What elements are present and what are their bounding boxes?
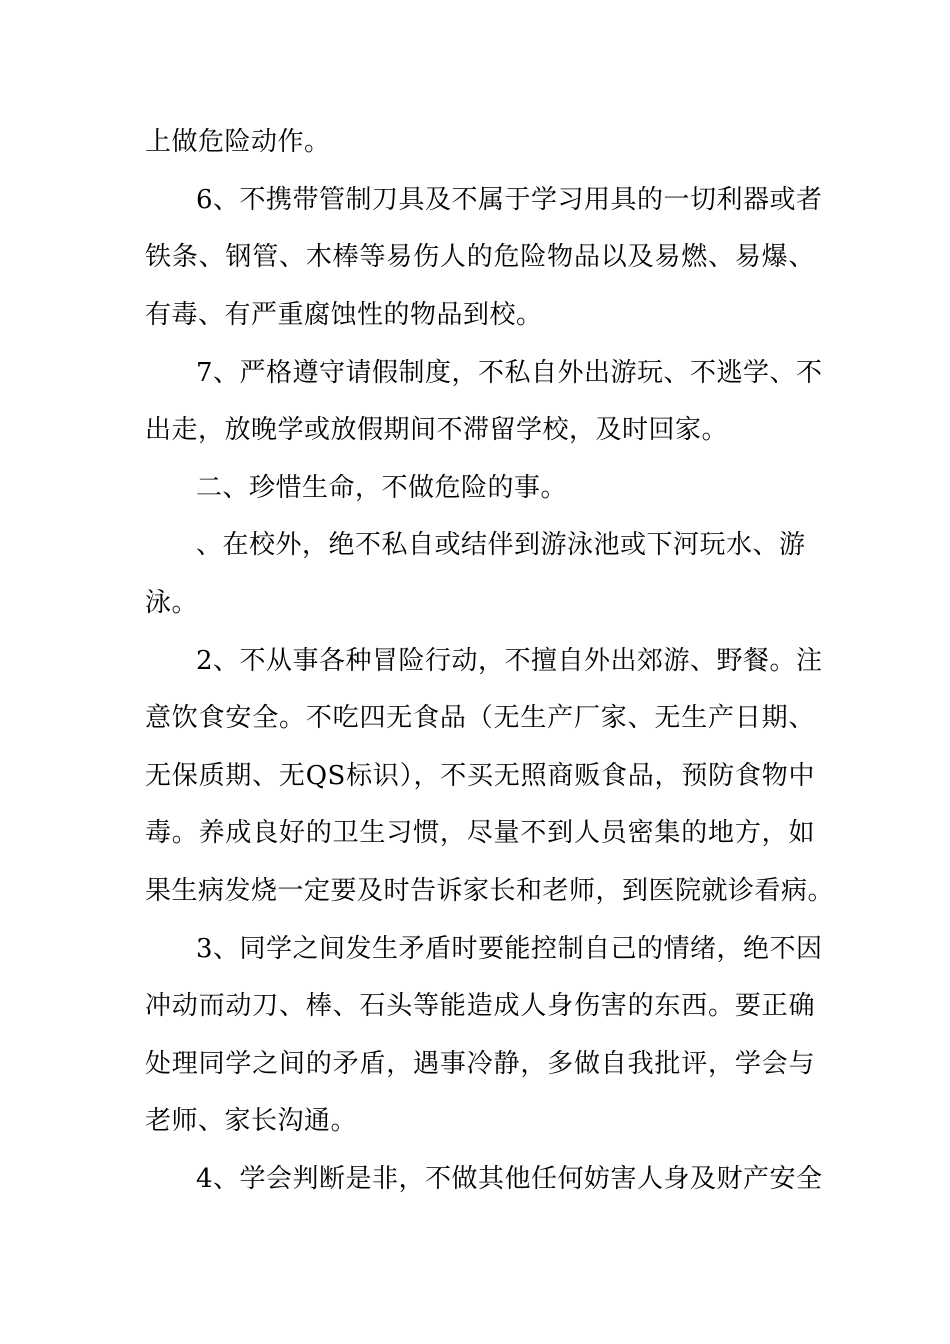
text-line-17: 处理同学之间的矛盾，遇事冷静，多做自我批评，学会与 <box>145 1049 815 1079</box>
text-line-15: 3、同学之间发生矛盾时要能控制自己的情绪，绝不因 <box>196 934 823 964</box>
text-line-3: 铁条、钢管、木棒等易伤人的危险物品以及易燃、易爆、 <box>145 242 815 272</box>
text-line-6: 出走，放晚学或放假期间不滞留学校，及时回家。 <box>145 415 729 445</box>
text-line-9: 泳。 <box>145 588 199 618</box>
text-line-1: 上做危险动作。 <box>145 127 331 157</box>
text-line-16: 冲动而动刀、棒、石头等能造成人身伤害的东西。要正确 <box>145 991 815 1021</box>
text-line-18: 老师、家长沟通。 <box>145 1106 358 1136</box>
text-line-8: 、在校外，绝不私自或结伴到游泳池或下河玩水、游 <box>196 530 806 560</box>
text-line-14: 果生病发烧一定要及时告诉家长和老师，到医院就诊看病。 <box>145 876 835 906</box>
section-heading: 二、珍惜生命，不做危险的事。 <box>196 473 568 503</box>
text-line-13: 毒。养成良好的卫生习惯，尽量不到人员密集的地方，如 <box>145 818 815 848</box>
text-line-19: 4、学会判断是非，不做其他任何妨害人身及财产安全 <box>196 1164 823 1194</box>
text-line-10: 2、不从事各种冒险行动，不擅自外出郊游、野餐。注 <box>196 646 823 676</box>
text-line-2: 6、不携带管制刀具及不属于学习用具的一切利器或者 <box>196 185 823 215</box>
text-line-5: 7、严格遵守请假制度，不私自外出游玩、不逃学、不 <box>196 358 823 388</box>
text-line-4: 有毒、有严重腐蚀性的物品到校。 <box>145 300 543 330</box>
text-line-12: 无保质期、无QS标识），不买无照商贩食品，预防食物中 <box>145 761 815 791</box>
text-line-11: 意饮食安全。不吃四无食品（无生产厂家、无生产日期、 <box>145 703 815 733</box>
